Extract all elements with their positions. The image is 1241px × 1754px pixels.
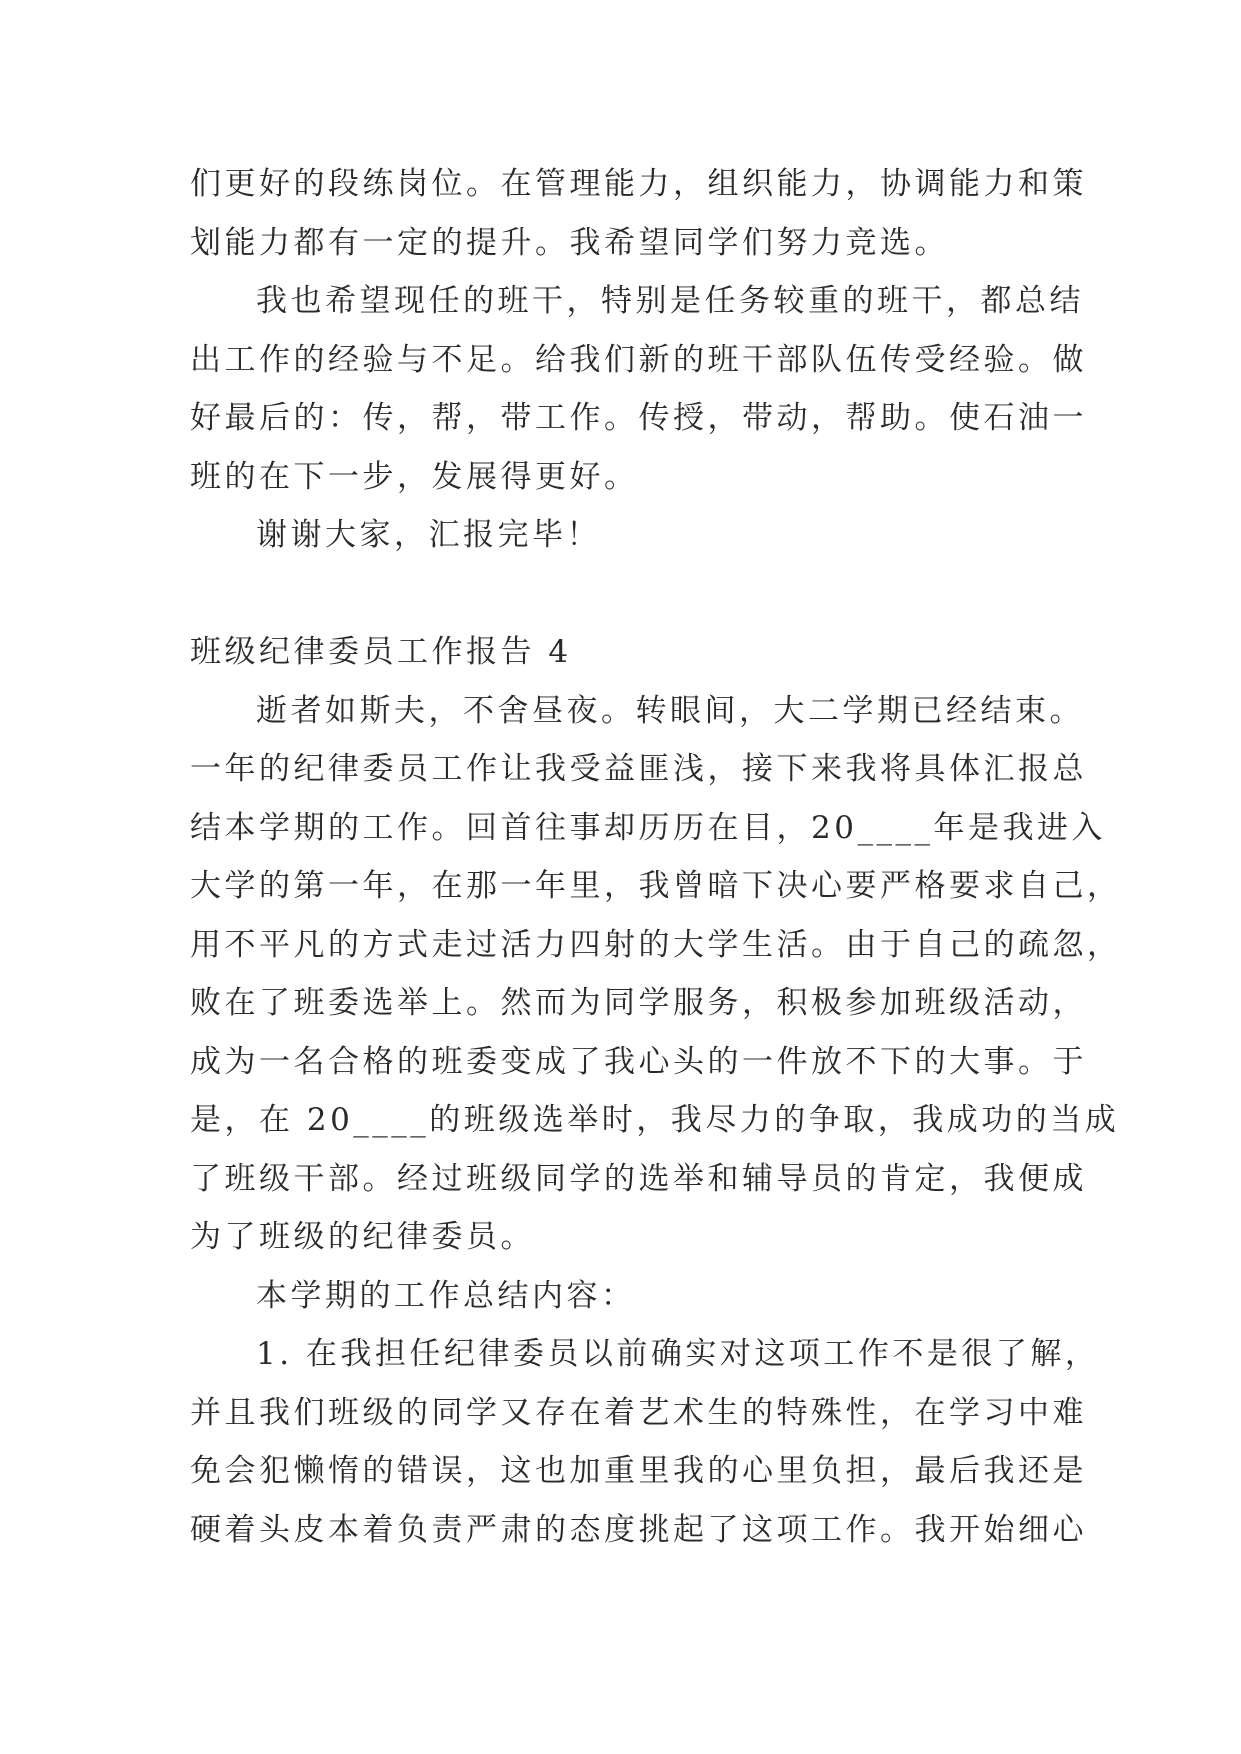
text-line: 们更好的段练岗位。在管理能力，组织能力，协调能力和策 [190,166,1087,202]
text-line: 硬着头皮本着负责严肃的态度挑起了这项工作。我开始细心 [190,1511,1087,1548]
text-line: 一年的纪律委员工作让我受益匪浅，接下来我将具体汇报总 [190,751,1087,787]
text-line: 是，在 20____的班级选举时，我尽力的争取，我成功的当成 [190,1102,1120,1138]
text-line: 1. 在我担任纪律委员以前确实对这项工作不是很了解， [256,1336,1100,1372]
text-line: 逝者如斯夫，不舍昼夜。转眼间，大二学期已经结束。 [256,692,1084,729]
paragraph-gap [190,565,1070,624]
text-line: 划能力都有一定的提升。我希望同学们努力竞选。 [190,224,949,261]
text-line: 免会犯懒惰的错误，这也加重里我的心里负担，最后我还是 [190,1453,1087,1489]
text-line: 成为一名合格的班委变成了我心头的一件放不下的大事。于 [190,1043,1087,1080]
text-line: 班的在下一步，发展得更好。 [190,458,639,495]
text-line: 大学的第一年，在那一年里，我曾暗下决心要严格要求自己， [190,868,1122,904]
text-line: 出工作的经验与不足。给我们新的班干部队伍传受经验。做 [190,341,1087,378]
section-heading: 班级纪律委员工作报告 4 [190,634,572,670]
document-body [190,155,1122,1559]
text-line: 谢谢大家，汇报完毕！ [256,517,601,553]
text-line: 了班级干部。经过班级同学的选举和辅导员的肯定，我便成 [190,1160,1087,1197]
text-line: 并且我们班级的同学又存在着艺术生的特殊性，在学习中难 [190,1394,1087,1431]
text-line: 结本学期的工作。回首往事却历历在目，20____年是我进入 [190,809,1106,846]
text-line: 我也希望现任的班干，特别是任务较重的班干，都总结 [256,283,1084,319]
text-line: 为了班级的纪律委员。 [190,1219,535,1255]
text-line: 用不平凡的方式走过活力四射的大学生活。由于自己的疏忽， [190,926,1122,963]
text-line: 好最后的：传，帮，带工作。传授，带动，帮助。使石油一 [190,400,1087,436]
text-line: 本学期的工作总结内容： [256,1277,636,1314]
text-line: 败在了班委选举上。然而为同学服务，积极参加班级活动， [190,985,1087,1021]
